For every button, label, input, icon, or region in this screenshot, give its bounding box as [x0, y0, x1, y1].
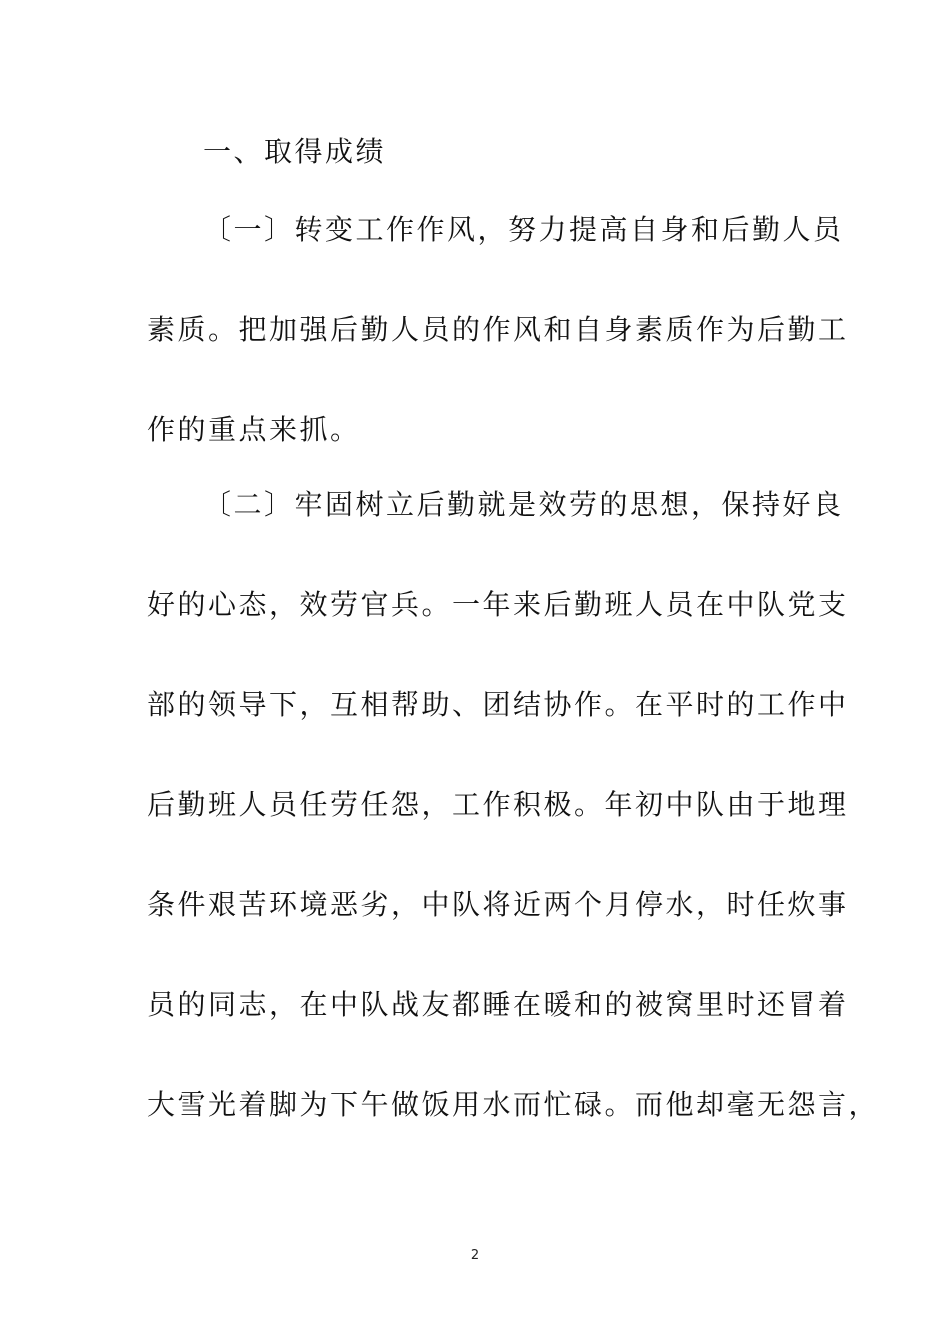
paragraph-line-1: 〔一〕转变工作作风，努力提高自身和后勤人员 — [203, 213, 844, 246]
paragraph-line-3: 作的重点来抓。 — [147, 413, 361, 446]
paragraph-line-5: 好的心态，效劳官兵。一年来后勤班人员在中队党支 — [147, 588, 849, 621]
paragraph-line-10: 大雪光着脚为下午做饭用水而忙碌。而他却毫无怨言， — [147, 1088, 880, 1121]
paragraph-line-8: 条件艰苦环境恶劣，中队将近两个月停水，时任炊事 — [147, 888, 849, 921]
page-number: 2 — [470, 1248, 480, 1263]
paragraph-line-2: 素质。把加强后勤人员的作风和自身素质作为后勤工 — [147, 313, 849, 346]
paragraph-line-7: 后勤班人员任劳任怨，工作积极。年初中队由于地理 — [147, 788, 849, 821]
paragraph-line-9: 员的同志，在中队战友都睡在暖和的被窝里时还冒着 — [147, 988, 849, 1021]
paragraph-line-6: 部的领导下，互相帮助、团结协作。在平时的工作中 — [147, 688, 849, 721]
section-heading: 一、取得成绩 — [203, 135, 387, 168]
paragraph-line-4: 〔二〕牢固树立后勤就是效劳的思想，保持好良 — [203, 488, 844, 521]
